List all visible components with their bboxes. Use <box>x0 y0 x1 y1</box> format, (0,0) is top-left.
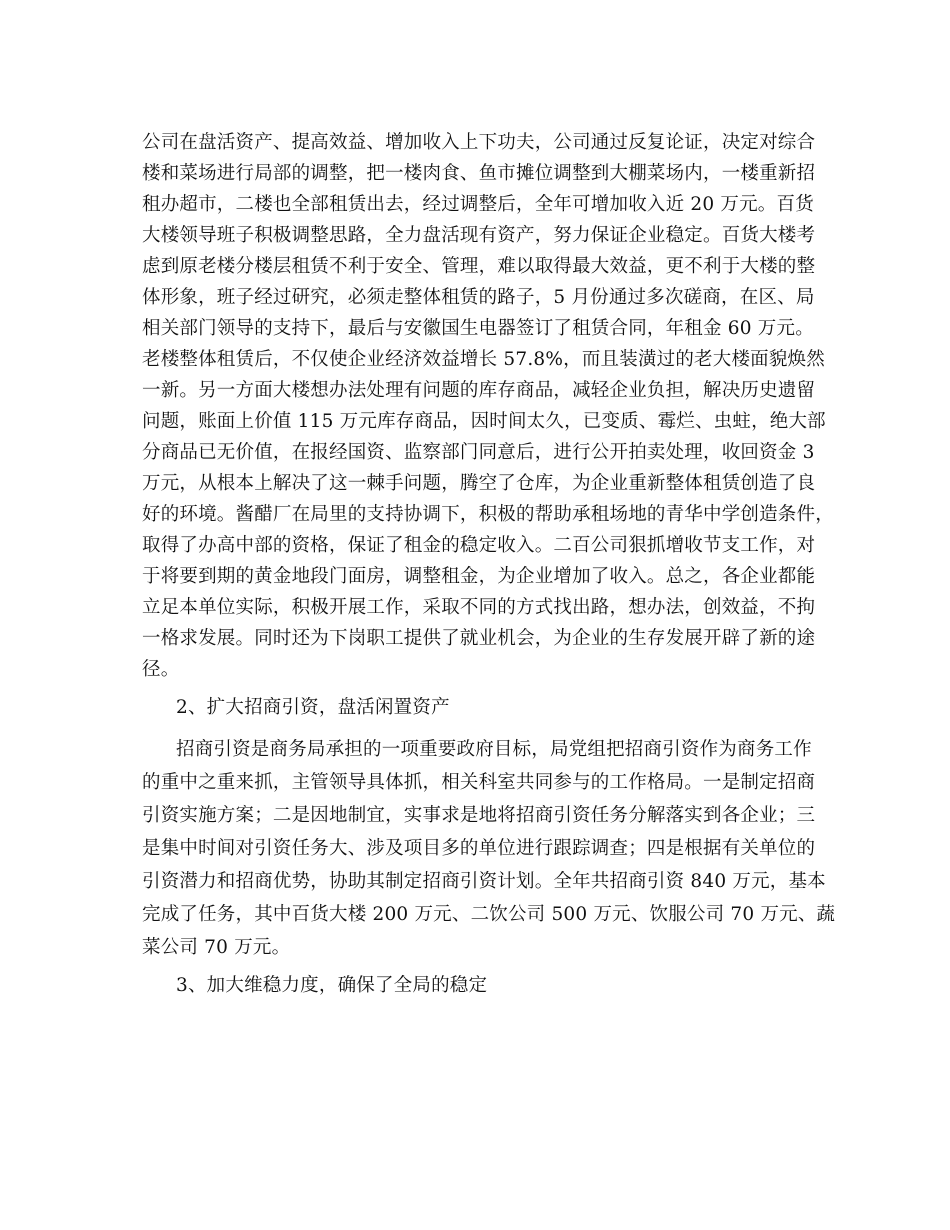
paragraph-line: 径。 <box>142 659 180 680</box>
paragraph-line: 一格求发展。同时还为下岗职工提供了就业机会，为企业的生存发展开辟了新的途 <box>142 628 816 649</box>
paragraph-line: 大楼领导班子积极调整思路，全力盘活现有资产，努力保证企业稳定。百货大楼考 <box>142 225 816 246</box>
section-heading-3: 3、加大维稳力度，确保了全局的稳定 <box>176 975 488 996</box>
paragraph-line: 的重中之重来抓，主管领导具体抓，相关科室共同参与的工作格局。一是制定招商 <box>142 772 816 793</box>
paragraph-line: 问题，账面上价值 115 万元库存商品，因时间太久，已变质、霉烂、虫蛀，绝大部 <box>142 411 826 432</box>
paragraph-line: 老楼整体租赁后，不仅使企业经济效益增长 57.8%，而且装潢过的老大楼面貌焕然 <box>142 349 825 370</box>
paragraph-line: 万元，从根本上解决了这一棘手问题，腾空了仓库，为企业重新整体租赁创造了良 <box>142 473 816 494</box>
paragraph-line: 取得了办高中部的资格，保证了租金的稳定收入。二百公司狠抓增收节支工作，对 <box>142 535 816 556</box>
paragraph-line: 引资潜力和招商优势，协助其制定招商引资计划。全年共招商引资 840 万元，基本 <box>142 871 826 892</box>
paragraph-line: 是集中时间对引资任务大、涉及项目多的单位进行跟踪调查；四是根据有关单位的 <box>142 838 816 859</box>
paragraph-line: 分商品已无价值，在报经国资、监察部门同意后，进行公开拍卖处理，收回资金 3 <box>142 442 815 463</box>
paragraph-line: 菜公司 70 万元。 <box>142 937 291 958</box>
paragraph-line: 公司在盘活资产、提高效益、增加收入上下功夫，公司通过反复论证，决定对综合 <box>142 132 816 153</box>
paragraph-line: 体形象，班子经过研究，必须走整体租赁的路子，5 月份通过多次磋商，在区、局 <box>142 287 815 308</box>
paragraph-line: 虑到原老楼分楼层租赁不利于安全、管理，难以取得最大效益，更不利于大楼的整 <box>142 256 816 277</box>
paragraph-line: 相关部门领导的支持下，最后与安徽国生电器签订了租赁合同，年租金 60 万元。 <box>142 318 814 339</box>
paragraph-line: 租办超市，二楼也全部租赁出去，经过调整后，全年可增加收入近 20 万元。百货 <box>142 194 814 215</box>
paragraph-line: 楼和菜场进行局部的调整，把一楼肉食、鱼市摊位调整到大棚菜场内，一楼重新招 <box>142 163 816 184</box>
paragraph-line: 好的环境。酱醋厂在局里的支持协调下，积极的帮助承租场地的青华中学创造条件， <box>142 504 834 525</box>
paragraph-line: 招商引资是商务局承担的一项重要政府目标，局党组把招商引资作为商务工作 <box>176 739 812 760</box>
paragraph-line: 立足本单位实际，积极开展工作，采取不同的方式找出路，想办法，创效益，不拘 <box>142 597 816 618</box>
paragraph-line: 一新。另一方面大楼想办法处理有问题的库存商品，减轻企业负担，解决历史遗留 <box>142 380 816 401</box>
paragraph-line: 于将要到期的黄金地段门面房，调整租金，为企业增加了收入。总之，各企业都能 <box>142 566 816 587</box>
paragraph-line: 完成了任务，其中百货大楼 200 万元、二饮公司 500 万元、饮服公司 70 万元、蔬 <box>142 904 836 925</box>
section-heading-2: 2、扩大招商引资，盘活闲置资产 <box>176 697 450 718</box>
paragraph-line: 引资实施方案；二是因地制宜，实事求是地将招商引资任务分解落实到各企业；三 <box>142 805 816 826</box>
